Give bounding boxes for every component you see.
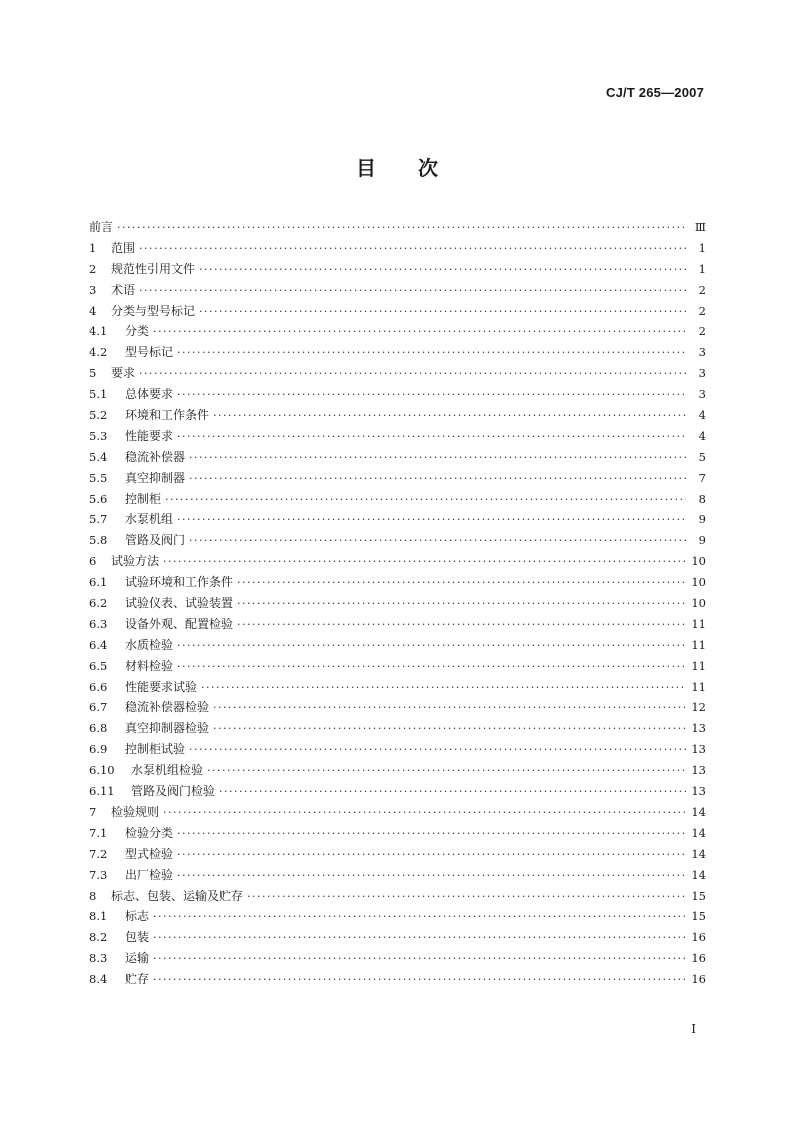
toc-entry-number: 6.3 [89,616,108,631]
toc-entry[interactable] [89,572,706,593]
toc-entry-number: 5.4 [89,449,108,464]
toc-entry[interactable] [89,865,706,886]
toc-entry-page: 13 [691,784,706,799]
toc-entry-number: 8.2 [89,930,108,945]
toc-leader-dots [207,761,686,782]
toc-leader-dots [237,594,686,615]
toc-leader-dots [177,427,686,448]
toc-entry-number: 6 [89,554,97,569]
toc-entry-page: 13 [691,763,706,778]
toc-leader-dots [247,887,686,908]
toc-entry-page: 13 [691,742,706,757]
toc-leader-dots [153,970,686,991]
toc-entry-label: 包装 [125,930,150,945]
toc-leader-dots [153,949,686,970]
toc-entry-number: 4.1 [89,324,108,339]
toc-entry-number: 6.1 [89,575,108,590]
toc-entry[interactable] [89,280,706,301]
toc-entry-label: 控制柜试验 [125,742,186,757]
toc-entry-number: 8.1 [89,909,108,924]
toc-leader-dots [213,719,686,740]
toc-leader-dots [153,322,686,343]
toc-entry-number: 6.4 [89,637,108,652]
toc-entry-page: 16 [691,930,706,945]
toc-entry-page: 16 [691,951,706,966]
toc-entry[interactable] [89,802,706,823]
toc-leader-dots [213,698,686,719]
toc-entry-number: 8 [89,888,97,903]
toc-entry-label: 真空抑制器检验 [125,721,210,736]
toc-entry-label: 贮存 [125,972,150,987]
toc-entry[interactable] [89,739,706,760]
page-number: I [691,1022,696,1036]
toc-leader-dots [177,824,686,845]
toc-entry-label: 控制柜 [125,491,162,506]
toc-entry-label: 检验规则 [111,804,160,819]
toc-entry-page: 10 [691,596,706,611]
toc-entry-label: 稳流补偿器检验 [125,700,210,715]
toc-entry-page: 1 [698,261,706,276]
toc-entry-page: 9 [698,533,706,548]
toc-leader-dots [219,782,686,803]
toc-entry[interactable] [89,781,706,802]
toc-entry[interactable] [89,697,706,718]
toc-entry[interactable] [89,426,706,447]
page-title: 目次 [356,156,480,180]
toc-leader-dots [165,490,686,511]
toc-entry-page: 2 [698,282,706,297]
toc-entry[interactable] [89,635,706,656]
toc-entry-number: 2 [89,261,97,276]
toc-entry-label: 术语 [111,282,136,297]
toc-entry-number: 7.2 [89,846,108,861]
toc-entry-number: 5.1 [89,387,108,402]
toc-entry-page: 3 [698,366,706,381]
toc-entry[interactable] [89,760,706,781]
toc-entry-label: 稳流补偿器 [125,449,186,464]
toc-entry-number: 6.7 [89,700,108,715]
toc-entry-page: 14 [691,825,706,840]
toc-entry-page: 8 [698,491,706,506]
toc-entry-label: 真空抑制器 [125,470,186,485]
toc-leader-dots [139,239,686,260]
toc-entry[interactable] [89,217,706,238]
toc-entry-number: 6.2 [89,596,108,611]
toc-leader-dots [177,845,686,866]
toc-entry[interactable] [89,886,706,907]
toc-entry-page: 4 [698,408,706,423]
toc-entry-number: 3 [89,282,97,297]
toc-entry-label: 试验方法 [111,554,160,569]
toc-entry-page: 12 [691,700,706,715]
toc-entry-label: 水质检验 [125,637,174,652]
toc-entry-number: 5.7 [89,512,108,527]
toc-entry-page: 3 [698,345,706,360]
toc-entry[interactable] [89,363,706,384]
toc-entry-number: 7.3 [89,867,108,882]
toc-entry[interactable] [89,384,706,405]
toc-leader-dots [163,803,686,824]
toc-entry-label: 分类 [125,324,150,339]
toc-leader-dots [139,364,686,385]
toc-entry-page: 1 [698,240,706,255]
toc-entry[interactable] [89,405,706,426]
toc-entry-page: Ⅲ [694,220,706,234]
toc-entry-page: 11 [691,658,706,673]
toc-entry-label: 范围 [111,240,136,255]
toc-entry-number: 5 [89,366,97,381]
toc-leader-dots [177,657,686,678]
toc-entry-number: 6.10 [89,763,115,778]
toc-entry-page: 13 [691,721,706,736]
toc-entry-label: 设备外观、配置检验 [125,616,234,631]
toc-leader-dots [189,531,686,552]
toc-entry-label: 型式检验 [125,846,174,861]
toc-entry-number: 5.5 [89,470,108,485]
toc-entry-label: 性能要求 [125,428,174,443]
toc-entry-number: 5.3 [89,428,108,443]
toc-leader-dots [177,343,686,364]
toc-entry[interactable] [89,489,706,510]
toc-entry-page: 9 [698,512,706,527]
toc-entry-page: 10 [691,554,706,569]
toc-entry-number: 6.9 [89,742,108,757]
toc-entry-label: 标志 [125,909,150,924]
toc-entry-label: 规范性引用文件 [111,261,196,276]
toc-entry-label: 检验分类 [125,825,174,840]
toc-entry-page: 2 [698,303,706,318]
toc-entry-label: 性能要求试验 [125,679,198,694]
toc-entry[interactable] [89,301,706,322]
toc-entry-page: 14 [691,846,706,861]
toc-entry[interactable] [89,551,706,572]
toc-entry-label: 前言 [89,220,114,234]
toc-leader-dots [199,302,686,323]
toc-entry-label: 环境和工作条件 [125,408,210,423]
toc-entry-label: 管路及阀门 [125,533,186,548]
toc-entry[interactable] [89,906,706,927]
toc-entry-number: 6.5 [89,658,108,673]
toc-entry-label: 总体要求 [125,387,174,402]
toc-leader-dots [177,866,686,887]
toc-entry-number: 7 [89,804,97,819]
toc-entry-number: 8.3 [89,951,108,966]
standard-code: CJ/T 265—2007 [606,85,704,100]
toc-entry-number: 6.8 [89,721,108,736]
toc-entry-number: 4.2 [89,345,108,360]
toc-leader-dots [163,552,686,573]
toc-entry-label: 试验环境和工作条件 [125,575,234,590]
toc-entry-page: 14 [691,804,706,819]
toc-entry-label: 水泵机组 [125,512,174,527]
toc-entry-number: 7.1 [89,825,108,840]
toc-entry[interactable] [89,677,706,698]
toc-entry[interactable] [89,238,706,259]
toc-leader-dots [189,469,686,490]
toc-entry-label: 水泵机组检验 [131,763,204,778]
toc-leader-dots [237,573,686,594]
toc-entry[interactable] [89,927,706,948]
toc-entry[interactable] [89,530,706,551]
toc-entry-page: 4 [698,428,706,443]
toc-leader-dots [199,260,686,281]
toc-entry-label: 管路及阀门检验 [131,784,216,799]
toc-entry-page: 14 [691,867,706,882]
toc-entry[interactable] [89,342,706,363]
toc-entry-number: 6.11 [89,784,115,799]
toc-entry-label: 出厂检验 [125,867,174,882]
toc-entry[interactable] [89,969,706,990]
toc-entry[interactable] [89,844,706,865]
toc-entry-page: 15 [691,909,706,924]
toc-leader-dots [177,385,686,406]
toc-entry[interactable] [89,321,706,342]
toc-entry-page: 11 [691,616,706,631]
toc-entry-label: 标志、包装、运输及贮存 [111,888,244,903]
toc-entry[interactable] [89,656,706,677]
toc-entry-page: 10 [691,575,706,590]
toc-entry-page: 2 [698,324,706,339]
toc-entry[interactable] [89,259,706,280]
toc-entry-number: 5.2 [89,408,108,423]
toc-leader-dots [139,281,686,302]
toc-leader-dots [189,448,686,469]
toc-entry-number: 4 [89,303,97,318]
toc-entry-label: 型号标记 [125,345,174,360]
toc-entry-page: 5 [698,449,706,464]
toc-entry-page: 15 [691,888,706,903]
toc-entry-page: 7 [698,470,706,485]
toc-entry[interactable] [89,718,706,739]
toc-entry[interactable] [89,468,706,489]
toc-leader-dots [177,636,686,657]
toc-entry-number: 1 [89,240,97,255]
toc-entry-page: 3 [698,387,706,402]
toc-entry-number: 6.6 [89,679,108,694]
toc-entry[interactable] [89,614,706,635]
toc-leader-dots [237,615,686,636]
toc-entry-label: 材料检验 [125,658,174,673]
toc-leader-dots [213,406,686,427]
toc-entry-page: 16 [691,972,706,987]
toc-entry-number: 5.8 [89,533,108,548]
toc-entry[interactable] [89,823,706,844]
toc-leader-dots [153,907,686,928]
toc-leader-dots [153,928,686,949]
toc-leader-dots [189,740,686,761]
toc-entry-label: 分类与型号标记 [111,303,196,318]
toc-entry[interactable] [89,593,706,614]
toc-leader-dots [117,218,686,239]
toc-entry-label: 要求 [111,366,136,381]
toc-entry-page: 11 [691,637,706,652]
toc-entry[interactable] [89,447,706,468]
toc-entry-label: 试验仪表、试验装置 [125,596,234,611]
toc-entry[interactable] [89,509,706,530]
toc-entry-page: 11 [691,679,706,694]
toc-entry-number: 5.6 [89,491,108,506]
table-of-contents [89,217,706,990]
toc-entry-number: 8.4 [89,972,108,987]
toc-leader-dots [177,510,686,531]
toc-leader-dots [201,678,686,699]
toc-entry-label: 运输 [125,951,150,966]
toc-entry[interactable] [89,948,706,969]
